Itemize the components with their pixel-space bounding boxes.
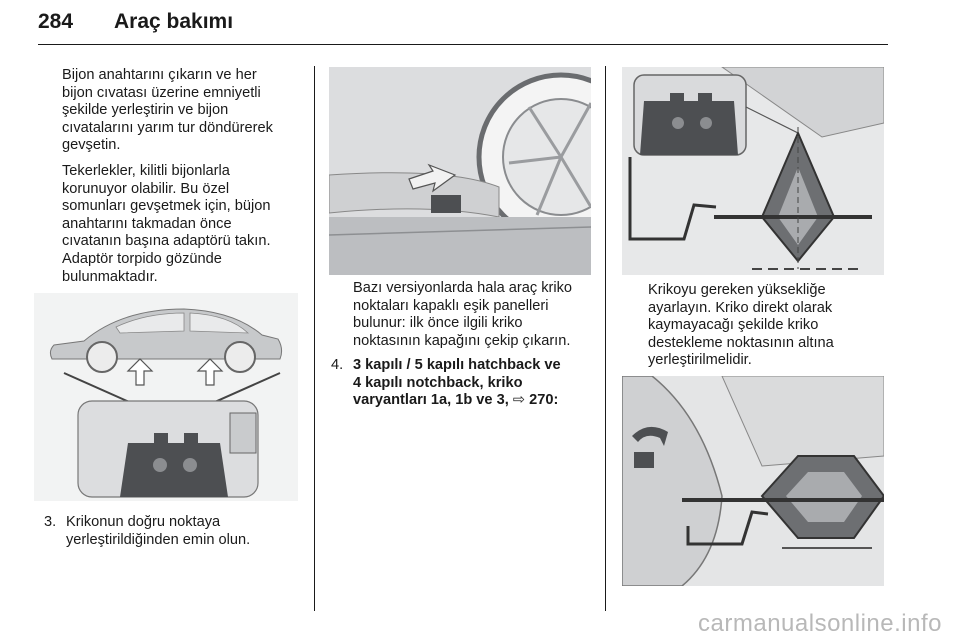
column-2-text	[353, 280, 601, 358]
page-reference-arrow-icon: ⇨	[512, 392, 526, 409]
step-3-number: 3.	[44, 514, 57, 530]
column-divider-1	[314, 66, 315, 611]
page-number: 284	[38, 10, 74, 33]
step-4-text	[353, 357, 561, 410]
paragraph-locking-bolts: Tekerlekler, kilitli bijonlarla korunuyor olabilir. Bu özel somunları gevşetmek için, büjon anahtarını takmadan önce cıvatanın başına adaptörü takın. Adaptör torpido gözünde bulunmaktadır.	[62, 162, 271, 285]
column-1-text	[62, 67, 312, 294]
paragraph-sill-panel-covers: Bazı versiyonlarda hala araç kriko noktaları kapaklı eşik panelleri bulunur: ilk önce ilgili kriko noktasının kapağını çekip çıkarın.	[353, 280, 573, 349]
step-4-number: 4.	[331, 357, 344, 373]
column-divider-2	[605, 66, 606, 611]
step-4-heading: 3 kapılı / 5 kapılı hatchback ve 4 kapılı notchback, kriko varyantları 1a, 1b ve 3,	[353, 357, 561, 409]
step-4-page-reference: 270:	[525, 392, 559, 409]
header-rule	[38, 44, 888, 45]
step-3	[44, 514, 304, 549]
paragraph-loosen-bolts: Bijon anahtarını çıkarın ve her bijon cıvatası üzerine emniyetli şekilde yerleştirin ve bijon cıvatalarını yarım tur döndürerek gevşetin.	[62, 67, 273, 154]
step-3-text: Krikonun doğru noktaya yerleştirildiğinden emin olun.	[66, 514, 251, 548]
paragraph-adjust-jack-height: Krikoyu gereken yüksekliğe ayarlayın. Kriko direkt olarak kaymayacağı şekilde kriko destekleme noktasının altına yerleştirilmelidir.	[648, 282, 834, 369]
step-4	[331, 357, 603, 410]
jack-placement-figure	[622, 376, 884, 586]
car-jacking-points-figure	[34, 293, 298, 501]
chapter-title: Araç bakımı	[114, 10, 234, 33]
watermark: carmanualsonline.info	[698, 610, 942, 637]
sill-panel-cover-figure	[329, 67, 591, 275]
jack-alignment-figure	[622, 67, 884, 275]
column-3-text	[648, 282, 884, 378]
page-header	[38, 6, 888, 46]
